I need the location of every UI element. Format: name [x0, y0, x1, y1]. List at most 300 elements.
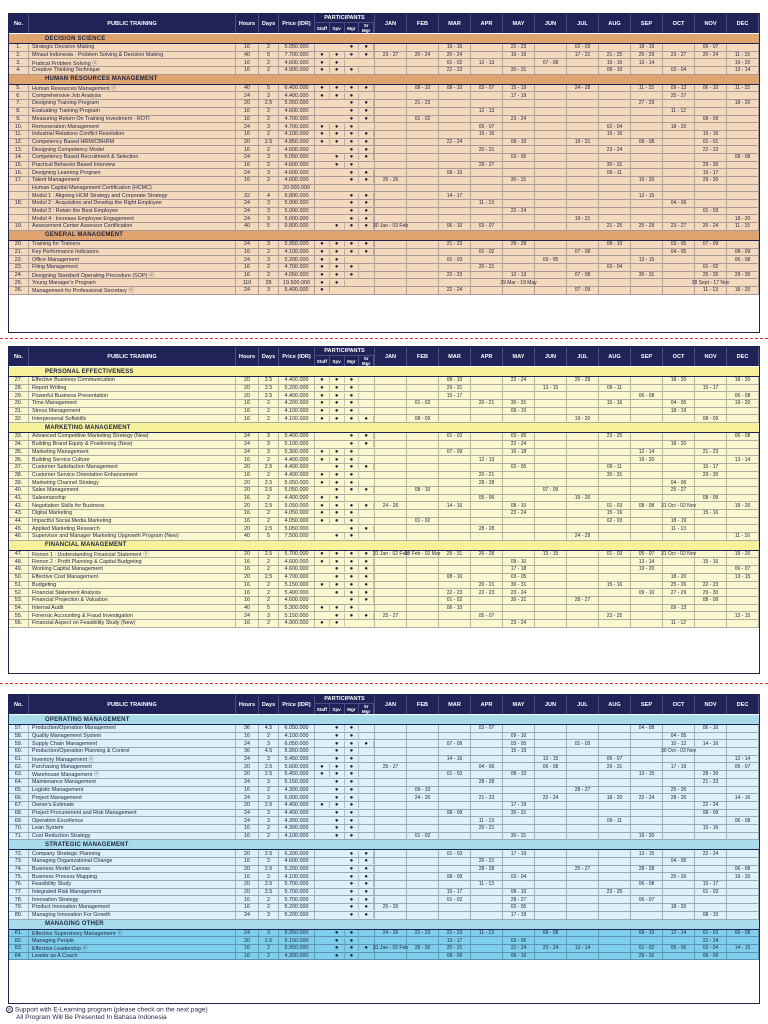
schedule-date [503, 605, 535, 612]
schedule-date: 14 - 15 [727, 945, 759, 952]
schedule-date [567, 525, 599, 532]
schedule-date [407, 733, 439, 740]
program-name: Time Management [29, 400, 236, 407]
schedule-date [535, 582, 567, 589]
table-row [9, 605, 759, 613]
schedule-date [535, 873, 567, 880]
participant-marks [315, 123, 375, 130]
schedule-date: 15 - 16 [599, 400, 631, 407]
participant-marks [315, 192, 375, 199]
price-value: 4.050.000 [279, 272, 315, 279]
participant-marks [315, 185, 375, 192]
schedule-date [695, 858, 727, 865]
participant-mark: ● [359, 897, 374, 903]
participant-mark: ● [330, 154, 345, 160]
schedule-date: 03 - 05 [535, 256, 567, 263]
schedule-date [439, 464, 471, 471]
schedule-date: 09 - 10 [407, 787, 439, 794]
price-value: 4.400.000 [279, 392, 315, 399]
hours-value: 24 [236, 208, 259, 215]
row-number: 21. [9, 249, 29, 256]
participant-marks [315, 574, 375, 581]
schedule-date [727, 472, 759, 479]
schedule-date: 01 - 03 [695, 889, 727, 896]
participant-mark: ● [315, 503, 330, 509]
schedule-date: 08 - 10 [407, 85, 439, 92]
schedule-date: 13 - 15 [727, 612, 759, 619]
participant-mark: ● [330, 93, 345, 99]
schedule-date [503, 415, 535, 422]
schedule-date [375, 873, 407, 880]
row-number: 55. [9, 612, 29, 619]
days-value: 3 [259, 215, 279, 222]
program-name: Modul 1 : Aligning HCM Strategy and Corporate Strategy [29, 192, 236, 199]
schedule-date: 14 - 16 [439, 502, 471, 509]
days-value: 2 [259, 518, 279, 525]
schedule-date [695, 605, 727, 612]
schedule-date: 05 - 07 [471, 123, 503, 130]
participant-mark: ● [345, 874, 360, 880]
schedule-date [535, 472, 567, 479]
schedule-date [727, 802, 759, 809]
schedule-date: 15 - 16 [439, 44, 471, 51]
schedule-date [503, 551, 535, 558]
participant-mark: ● [345, 851, 360, 857]
hours-value: 16 [236, 953, 259, 960]
participant-marks [315, 794, 375, 801]
schedule-date [439, 858, 471, 865]
footer-notes [6, 1006, 208, 1021]
schedule-date [439, 400, 471, 407]
table-row [9, 912, 759, 920]
schedule-date [503, 456, 535, 463]
hours-value: 20 [236, 487, 259, 494]
schedule-date [727, 725, 759, 732]
header-month: JUN [535, 347, 567, 366]
program-name: Salesmanship [29, 495, 236, 502]
schedule-date [439, 131, 471, 138]
schedule-date: 21 - 23 [439, 241, 471, 248]
schedule-date [695, 566, 727, 573]
program-name: Stress Management [29, 408, 236, 415]
schedule-date [535, 169, 567, 176]
days-value [259, 185, 279, 192]
schedule-date [471, 558, 503, 565]
schedule-date: 06 - 08 [727, 433, 759, 440]
days-value: 4.5 [259, 748, 279, 755]
table-row [9, 574, 759, 582]
schedule-date: 20 - 21 [471, 400, 503, 407]
schedule-date [407, 44, 439, 51]
header-month: SEP [631, 695, 663, 714]
days-value: 2 [259, 510, 279, 517]
days-value: 2 [259, 904, 279, 911]
schedule-date: 22 - 24 [439, 139, 471, 146]
schedule-date [407, 377, 439, 384]
schedule-date [567, 464, 599, 471]
schedule-date [439, 264, 471, 271]
schedule-date [567, 817, 599, 824]
schedule-date [471, 904, 503, 911]
schedule-date: 29 - 30 [727, 272, 759, 279]
schedule-date [631, 733, 663, 740]
hours-value: 24 [236, 810, 259, 817]
days-value: 2 [259, 945, 279, 952]
days-value: 2.5 [259, 479, 279, 486]
participant-marks [315, 169, 375, 176]
schedule-date [663, 192, 695, 199]
hours-value: 20 [236, 525, 259, 532]
participant-mark: ● [345, 605, 360, 611]
schedule-date [631, 385, 663, 392]
hours-value: 20 [236, 377, 259, 384]
hours-value: 24 [236, 256, 259, 263]
schedule-date [567, 756, 599, 763]
table-row [9, 740, 759, 748]
schedule-date [535, 441, 567, 448]
schedule-date [503, 215, 535, 222]
days-value: 2.5 [259, 502, 279, 509]
price-value: 4.600.000 [279, 162, 315, 169]
schedule-date [631, 377, 663, 384]
participant-mark: ● [359, 464, 374, 470]
schedule-date [567, 953, 599, 960]
schedule-date [471, 256, 503, 263]
price-value: 4.400.000 [279, 92, 315, 99]
schedule-date [631, 400, 663, 407]
header-participants [315, 695, 375, 714]
table-row [9, 223, 759, 231]
schedule-date [567, 912, 599, 919]
hours-value: 24 [236, 817, 259, 824]
schedule-date: 29 - 30 [695, 589, 727, 596]
days-value: 3 [259, 256, 279, 263]
hours-value: 20 [236, 866, 259, 873]
table-row [9, 502, 759, 510]
schedule-date: 18 - 20 [663, 441, 695, 448]
schedule-date [407, 200, 439, 207]
participant-mark: ● [345, 518, 360, 524]
schedule-date [407, 441, 439, 448]
schedule-date [663, 59, 695, 66]
schedule-date [407, 472, 439, 479]
schedule-date: 13 - 14 [631, 59, 663, 66]
schedule-date [535, 392, 567, 399]
schedule-date: 08 - 09 [695, 116, 727, 123]
schedule-date: 19 - 20 [567, 415, 599, 422]
schedule-date: 23 - 24 [503, 510, 535, 517]
days-value: 3 [259, 123, 279, 130]
schedule-date: 30 - 31 [503, 597, 535, 604]
table-row [9, 241, 759, 249]
schedule-date: 15 - 16 [695, 825, 727, 832]
schedule-date: 30 - 31 [503, 810, 535, 817]
schedule-date [599, 945, 631, 952]
schedule-date: 31 Oct - 02 Nov [661, 502, 697, 509]
schedule-date [471, 169, 503, 176]
schedule-date: 20 - 21 [471, 582, 503, 589]
schedule-date [407, 139, 439, 146]
schedule-date [567, 392, 599, 399]
participant-mark: ● [359, 889, 374, 895]
schedule-date: 22 - 24 [695, 937, 727, 944]
schedule-date: 06 - 10 [695, 725, 727, 732]
participant-mark: ● [315, 139, 330, 145]
schedule-date [727, 589, 759, 596]
participant-marks [315, 612, 375, 619]
table-row [9, 272, 759, 280]
schedule-date [567, 59, 599, 66]
row-number: 59. [9, 740, 29, 747]
table-row [9, 59, 759, 67]
schedule-date [535, 510, 567, 517]
schedule-date [407, 574, 439, 581]
participant-mark: ● [359, 241, 374, 247]
schedule-date [567, 185, 599, 192]
schedule-date [631, 472, 663, 479]
schedule-date [663, 208, 695, 215]
schedule-date [727, 449, 759, 456]
participant-mark: ● [330, 60, 345, 66]
participant-mark: ● [330, 566, 345, 572]
schedule-date: 01 - 03 [599, 551, 631, 558]
schedule-date [407, 510, 439, 517]
schedule-date [375, 59, 407, 66]
schedule-date [599, 733, 631, 740]
schedule-date [727, 896, 759, 903]
schedule-date: 01 - 03 [439, 771, 471, 778]
schedule-date [375, 850, 407, 857]
participant-mark: ● [330, 416, 345, 422]
schedule-date [663, 272, 695, 279]
row-number: 40. [9, 487, 29, 494]
price-value: 4.100.000 [279, 415, 315, 422]
schedule-date [375, 779, 407, 786]
program-name: Financial Statement Analysis [29, 589, 236, 596]
participant-mark: ● [345, 889, 360, 895]
schedule-date [663, 287, 695, 294]
header-month: DEC [727, 695, 759, 714]
price-value: 4.050.000 [279, 518, 315, 525]
schedule-date: 28 - 28 [471, 866, 503, 873]
schedule-date [567, 802, 599, 809]
participant-mark: ● [345, 441, 360, 447]
schedule-date [471, 945, 503, 952]
participant-mark: ● [345, 833, 360, 839]
schedule-date: 21 - 23 [471, 794, 503, 801]
training-schedule-table [8, 346, 760, 674]
schedule-date [727, 825, 759, 832]
price-value: 4.600.000 [279, 146, 315, 153]
hours-value: 20 [236, 392, 259, 399]
schedule-date [407, 249, 439, 256]
program-name: Effective Supervisory Management ⓔ [29, 930, 236, 937]
schedule-date [535, 116, 567, 123]
schedule-date [503, 881, 535, 888]
schedule-date [727, 464, 759, 471]
schedule-date: 01 - 03 [439, 850, 471, 857]
participant-mark: ● [345, 551, 360, 557]
participant-mark: ● [345, 464, 360, 470]
header-month: FEB [407, 14, 439, 33]
schedule-date [631, 131, 663, 138]
participant-marks [315, 449, 375, 456]
program-name: Building Brand Equity & Positioning (New) [29, 441, 236, 448]
schedule-date [599, 866, 631, 873]
page-divider [0, 683, 768, 684]
schedule-date: 08 - 08 [631, 502, 663, 509]
participant-mark: ● [330, 449, 345, 455]
schedule-date [535, 881, 567, 888]
schedule-date [567, 479, 599, 486]
participant-marks [315, 937, 375, 944]
schedule-date [375, 131, 407, 138]
schedule-date: 21 - 23 [407, 100, 439, 107]
section [9, 541, 759, 628]
schedule-date: 17 - 19 [503, 850, 535, 857]
participant-marks [315, 208, 375, 215]
price-value: 4.300.000 [279, 817, 315, 824]
program-name: Comprehensive Job Analysis [29, 92, 236, 99]
schedule-date [471, 208, 503, 215]
table-row [9, 123, 759, 131]
schedule-date: 05 - 07 [727, 763, 759, 770]
schedule-date: 15 - 17 [439, 392, 471, 399]
participant-mark: ● [345, 52, 360, 58]
schedule-date: 25 - 27 [663, 92, 695, 99]
schedule-date [535, 597, 567, 604]
schedule-date [567, 605, 599, 612]
schedule-date [631, 605, 663, 612]
schedule-date [631, 825, 663, 832]
schedule-date [663, 154, 695, 161]
table-row [9, 866, 759, 874]
schedule-date: 06 - 08 [631, 392, 663, 399]
schedule-date [535, 810, 567, 817]
price-value: 4.400.000 [279, 472, 315, 479]
participant-mark: ● [315, 518, 330, 524]
price-value: 5.300.000 [279, 605, 315, 612]
price-value: 4.600.000 [279, 558, 315, 565]
hours-value: 20 [236, 771, 259, 778]
schedule-date [631, 495, 663, 502]
schedule-date [727, 605, 759, 612]
schedule-date [663, 779, 695, 786]
program-name: Cost Reduction Strategy [29, 833, 236, 840]
price-value: 5.100.000 [279, 441, 315, 448]
participant-mark: ● [345, 216, 360, 222]
hours-value: 16 [236, 518, 259, 525]
schedule-date: 20 - 24 [695, 223, 727, 230]
program-name: Financial Projection & Valuation [29, 597, 236, 604]
table-row [9, 44, 759, 52]
section [9, 920, 759, 961]
participant-marks [315, 930, 375, 937]
schedule-date [375, 510, 407, 517]
schedule-date [503, 866, 535, 873]
schedule-date [439, 92, 471, 99]
price-value: 4.100.000 [279, 873, 315, 880]
row-number: 28. [9, 385, 29, 392]
schedule-date: 18 - 20 [663, 123, 695, 130]
price-value: 4.600.000 [279, 597, 315, 604]
row-number: 74. [9, 866, 29, 873]
schedule-date [727, 92, 759, 99]
program-name: Business Process Mapping [29, 873, 236, 880]
days-value: 2.5 [259, 487, 279, 494]
schedule-date: 15 - 16 [599, 59, 631, 66]
schedule-date: 09 - 13 [663, 85, 695, 92]
price-value: 5.300.000 [279, 449, 315, 456]
schedule-date: 21 - 23 [407, 930, 439, 937]
schedule-date: 30 - 31 [599, 162, 631, 169]
days-value: 2 [259, 44, 279, 51]
schedule-date [407, 162, 439, 169]
schedule-date [407, 241, 439, 248]
schedule-date: 13 - 15 [631, 850, 663, 857]
section-title: MARKETING MANAGEMENT [9, 423, 759, 433]
schedule-date [471, 139, 503, 146]
row-number: 16. [9, 169, 29, 176]
program-name: Sales Management [29, 487, 236, 494]
participant-mark: ● [345, 249, 360, 255]
schedule-date [567, 67, 599, 74]
days-value: 3 [259, 810, 279, 817]
schedule-date [567, 810, 599, 817]
hours-value: 20 [236, 881, 259, 888]
price-value: 5.600.000 [279, 763, 315, 770]
days-value: 2 [259, 558, 279, 565]
participant-mark: ● [330, 574, 345, 580]
table-row [9, 597, 759, 605]
schedule-date [695, 763, 727, 770]
participant-marks [315, 748, 375, 755]
schedule-date [567, 162, 599, 169]
price-value: 19.500.000 [279, 279, 315, 286]
price-value: 6.050.000 [279, 740, 315, 747]
header-hours: Hours [236, 347, 259, 366]
schedule-date [599, 771, 631, 778]
schedule-date: 15 - 19 [503, 748, 535, 755]
schedule-date [567, 566, 599, 573]
schedule-date [567, 589, 599, 596]
schedule-date [407, 464, 439, 471]
hours-value: 36 [236, 748, 259, 755]
schedule-date [535, 866, 567, 873]
schedule-date [599, 185, 631, 192]
schedule-date [407, 279, 439, 286]
hours-value: 24 [236, 241, 259, 248]
table-row [9, 287, 759, 295]
schedule-date [695, 733, 727, 740]
schedule-date: 11 - 15 [631, 85, 663, 92]
hours-value: 24 [236, 92, 259, 99]
participant-mark: ● [359, 590, 374, 596]
header-month: NOV [695, 14, 727, 33]
schedule-date [471, 44, 503, 51]
schedule-date [375, 756, 407, 763]
price-value: 5.050.000 [279, 525, 315, 532]
schedule-date [567, 264, 599, 271]
schedule-date [439, 533, 471, 540]
schedule-date [375, 597, 407, 604]
schedule-date [663, 279, 695, 286]
schedule-date [695, 487, 727, 494]
schedule-date [503, 249, 535, 256]
schedule-date [375, 441, 407, 448]
schedule-date [375, 771, 407, 778]
schedule-date [663, 139, 695, 146]
